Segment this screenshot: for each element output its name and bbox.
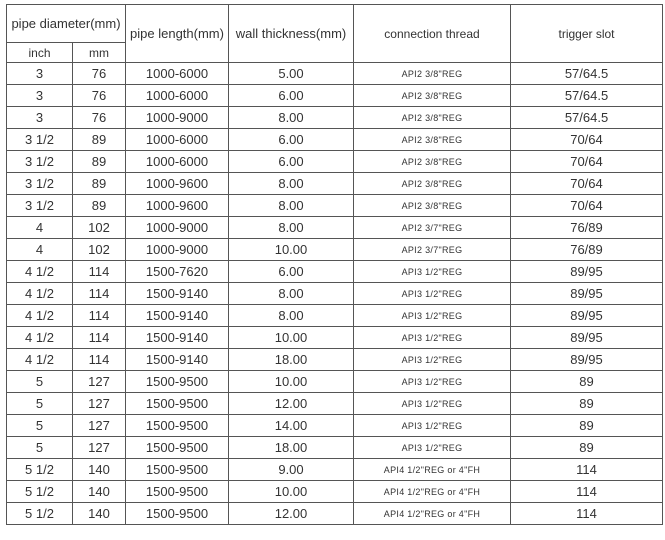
slot-cell: 89/95 xyxy=(511,283,663,305)
thickness-cell: 6.00 xyxy=(229,261,354,283)
mm-cell: 114 xyxy=(73,261,126,283)
thickness-cell: 10.00 xyxy=(229,371,354,393)
slot-cell: 114 xyxy=(511,503,663,525)
mm-cell: 127 xyxy=(73,415,126,437)
mm-cell: 140 xyxy=(73,459,126,481)
inch-cell: 5 xyxy=(7,393,73,415)
pipe-spec-table xyxy=(6,4,663,525)
table-row xyxy=(7,107,663,129)
slot-cell: 89 xyxy=(511,371,663,393)
thread-cell: API2 3/8"REG xyxy=(354,107,511,129)
mm-cell: 102 xyxy=(73,239,126,261)
thread-cell: API4 1/2"REG or 4"FH xyxy=(354,459,511,481)
thickness-cell: 6.00 xyxy=(229,129,354,151)
thickness-cell: 8.00 xyxy=(229,195,354,217)
mm-cell: 76 xyxy=(73,85,126,107)
mm-cell: 89 xyxy=(73,129,126,151)
slot-cell: 89 xyxy=(511,437,663,459)
table-row xyxy=(7,305,663,327)
slot-cell: 70/64 xyxy=(511,151,663,173)
slot-cell: 76/89 xyxy=(511,217,663,239)
length-cell: 1000-9600 xyxy=(126,195,229,217)
thread-cell: API2 3/8"REG xyxy=(354,85,511,107)
table-row xyxy=(7,283,663,305)
slot-cell: 76/89 xyxy=(511,239,663,261)
length-cell: 1500-9500 xyxy=(126,393,229,415)
table-row xyxy=(7,327,663,349)
thread-cell: API2 3/8"REG xyxy=(354,129,511,151)
mm-cell: 76 xyxy=(73,63,126,85)
inch-cell: 4 1/2 xyxy=(7,283,73,305)
thread-cell: API2 3/8"REG xyxy=(354,195,511,217)
length-cell: 1000-6000 xyxy=(126,63,229,85)
length-cell: 1500-9500 xyxy=(126,503,229,525)
mm-cell: 140 xyxy=(73,503,126,525)
wall-thickness-header: wall thickness(mm) xyxy=(229,5,354,63)
thread-cell: API3 1/2"REG xyxy=(354,283,511,305)
inch-cell: 4 xyxy=(7,217,73,239)
thread-cell: API2 3/8"REG xyxy=(354,63,511,85)
mm-cell: 89 xyxy=(73,151,126,173)
table-row xyxy=(7,261,663,283)
table-row xyxy=(7,129,663,151)
mm-cell: 114 xyxy=(73,349,126,371)
thickness-cell: 18.00 xyxy=(229,437,354,459)
thread-cell: API4 1/2"REG or 4"FH xyxy=(354,481,511,503)
length-cell: 1000-9000 xyxy=(126,107,229,129)
inch-cell: 3 1/2 xyxy=(7,173,73,195)
table-row xyxy=(7,371,663,393)
table-row xyxy=(7,195,663,217)
slot-cell: 57/64.5 xyxy=(511,85,663,107)
slot-cell: 89 xyxy=(511,393,663,415)
table-row xyxy=(7,349,663,371)
length-cell: 1500-9140 xyxy=(126,283,229,305)
table-row xyxy=(7,173,663,195)
length-cell: 1500-9500 xyxy=(126,437,229,459)
pipe-length-header: pipe length(mm) xyxy=(126,5,229,63)
thickness-cell: 10.00 xyxy=(229,481,354,503)
length-cell: 1500-7620 xyxy=(126,261,229,283)
table-row xyxy=(7,85,663,107)
thread-cell: API3 1/2"REG xyxy=(354,261,511,283)
thickness-cell: 8.00 xyxy=(229,173,354,195)
inch-cell: 5 1/2 xyxy=(7,481,73,503)
table-row xyxy=(7,63,663,85)
length-cell: 1000-6000 xyxy=(126,85,229,107)
thickness-cell: 12.00 xyxy=(229,393,354,415)
table-row xyxy=(7,393,663,415)
pipe-diameter-header: pipe diameter(mm) xyxy=(7,5,126,43)
slot-cell: 89 xyxy=(511,415,663,437)
inch-subheader: inch xyxy=(7,43,73,63)
inch-cell: 5 1/2 xyxy=(7,459,73,481)
thread-cell: API3 1/2"REG xyxy=(354,437,511,459)
length-cell: 1000-9000 xyxy=(126,239,229,261)
thread-cell: API3 1/2"REG xyxy=(354,327,511,349)
slot-cell: 89/95 xyxy=(511,349,663,371)
inch-cell: 4 1/2 xyxy=(7,261,73,283)
length-cell: 1500-9140 xyxy=(126,349,229,371)
mm-cell: 127 xyxy=(73,393,126,415)
mm-cell: 114 xyxy=(73,283,126,305)
inch-cell: 3 1/2 xyxy=(7,195,73,217)
thread-cell: API3 1/2"REG xyxy=(354,349,511,371)
length-cell: 1500-9500 xyxy=(126,459,229,481)
table-row xyxy=(7,437,663,459)
slot-cell: 70/64 xyxy=(511,129,663,151)
length-cell: 1000-6000 xyxy=(126,129,229,151)
table-row xyxy=(7,415,663,437)
mm-cell: 127 xyxy=(73,371,126,393)
inch-cell: 3 1/2 xyxy=(7,151,73,173)
trigger-slot-header: trigger slot xyxy=(511,5,663,63)
length-cell: 1500-9140 xyxy=(126,327,229,349)
thickness-cell: 6.00 xyxy=(229,85,354,107)
slot-cell: 70/64 xyxy=(511,173,663,195)
thread-cell: API3 1/2"REG xyxy=(354,371,511,393)
inch-cell: 4 1/2 xyxy=(7,327,73,349)
length-cell: 1500-9500 xyxy=(126,481,229,503)
thickness-cell: 9.00 xyxy=(229,459,354,481)
thread-cell: API4 1/2"REG or 4"FH xyxy=(354,503,511,525)
inch-cell: 5 xyxy=(7,437,73,459)
mm-cell: 114 xyxy=(73,305,126,327)
mm-cell: 127 xyxy=(73,437,126,459)
table-row xyxy=(7,503,663,525)
mm-subheader: mm xyxy=(73,43,126,63)
thickness-cell: 5.00 xyxy=(229,63,354,85)
inch-cell: 3 xyxy=(7,107,73,129)
thickness-cell: 10.00 xyxy=(229,239,354,261)
slot-cell: 89/95 xyxy=(511,261,663,283)
thickness-cell: 6.00 xyxy=(229,151,354,173)
mm-cell: 140 xyxy=(73,481,126,503)
length-cell: 1000-9600 xyxy=(126,173,229,195)
thread-cell: API3 1/2"REG xyxy=(354,393,511,415)
slot-cell: 89/95 xyxy=(511,305,663,327)
length-cell: 1500-9140 xyxy=(126,305,229,327)
slot-cell: 57/64.5 xyxy=(511,107,663,129)
slot-cell: 70/64 xyxy=(511,195,663,217)
thickness-cell: 8.00 xyxy=(229,305,354,327)
thickness-cell: 14.00 xyxy=(229,415,354,437)
mm-cell: 102 xyxy=(73,217,126,239)
thread-cell: API2 3/8"REG xyxy=(354,151,511,173)
thread-cell: API2 3/8"REG xyxy=(354,173,511,195)
table-body xyxy=(7,63,663,525)
connection-thread-header: connection thread xyxy=(354,5,511,63)
mm-cell: 76 xyxy=(73,107,126,129)
table-row xyxy=(7,217,663,239)
inch-cell: 3 xyxy=(7,85,73,107)
length-cell: 1000-6000 xyxy=(126,151,229,173)
thickness-cell: 12.00 xyxy=(229,503,354,525)
mm-cell: 89 xyxy=(73,195,126,217)
slot-cell: 57/64.5 xyxy=(511,63,663,85)
thickness-cell: 18.00 xyxy=(229,349,354,371)
table-row xyxy=(7,151,663,173)
mm-cell: 114 xyxy=(73,327,126,349)
thickness-cell: 8.00 xyxy=(229,283,354,305)
inch-cell: 5 xyxy=(7,371,73,393)
thread-cell: API2 3/7"REG xyxy=(354,217,511,239)
inch-cell: 3 xyxy=(7,63,73,85)
header-row xyxy=(7,5,663,43)
thread-cell: API3 1/2"REG xyxy=(354,415,511,437)
thickness-cell: 8.00 xyxy=(229,217,354,239)
thickness-cell: 8.00 xyxy=(229,107,354,129)
slot-cell: 114 xyxy=(511,481,663,503)
length-cell: 1500-9500 xyxy=(126,415,229,437)
thickness-cell: 10.00 xyxy=(229,327,354,349)
inch-cell: 4 1/2 xyxy=(7,305,73,327)
thread-cell: API2 3/7"REG xyxy=(354,239,511,261)
length-cell: 1500-9500 xyxy=(126,371,229,393)
inch-cell: 5 1/2 xyxy=(7,503,73,525)
thread-cell: API3 1/2"REG xyxy=(354,305,511,327)
slot-cell: 114 xyxy=(511,459,663,481)
inch-cell: 5 xyxy=(7,415,73,437)
inch-cell: 4 xyxy=(7,239,73,261)
table-row xyxy=(7,481,663,503)
inch-cell: 3 1/2 xyxy=(7,129,73,151)
mm-cell: 89 xyxy=(73,173,126,195)
length-cell: 1000-9000 xyxy=(126,217,229,239)
slot-cell: 89/95 xyxy=(511,327,663,349)
inch-cell: 4 1/2 xyxy=(7,349,73,371)
table-row xyxy=(7,459,663,481)
table-row xyxy=(7,239,663,261)
